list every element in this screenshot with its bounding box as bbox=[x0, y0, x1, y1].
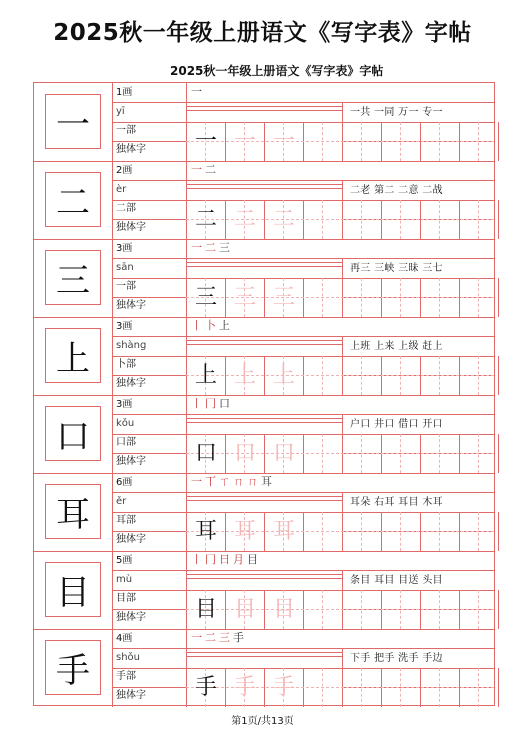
practice-char-trace: 口 bbox=[233, 441, 256, 466]
practice-char-trace: 二 bbox=[233, 207, 256, 232]
practice-char-solid: 一 bbox=[194, 129, 217, 154]
stroke-count: 6画 bbox=[116, 477, 133, 488]
practice-char-solid: 口 bbox=[194, 441, 217, 466]
stroke-order bbox=[191, 317, 233, 335]
stroke-order bbox=[191, 473, 275, 491]
practice-char-trace: 一 bbox=[272, 129, 295, 154]
practice-char-trace: 上 bbox=[233, 363, 256, 388]
practice-char-trace: 耳 bbox=[272, 519, 295, 544]
stroke-step: 冂 bbox=[205, 397, 216, 410]
radical: 一部 bbox=[116, 125, 136, 136]
stroke-step: 二 bbox=[205, 163, 216, 176]
practice-char-trace: 手 bbox=[272, 675, 295, 700]
pinyin: ěr bbox=[116, 496, 127, 507]
structure: 独体字 bbox=[116, 144, 146, 155]
stroke-step: 丨 bbox=[191, 553, 202, 566]
model-character: 手 bbox=[45, 640, 101, 695]
character-block bbox=[34, 317, 494, 395]
practice-char-trace: 二 bbox=[272, 207, 295, 232]
model-character: 三 bbox=[45, 250, 101, 305]
model-character: 一 bbox=[45, 94, 101, 149]
stroke-step: 三 bbox=[219, 631, 230, 644]
model-character: 口 bbox=[45, 406, 101, 461]
stroke-order bbox=[191, 551, 261, 569]
radical: 口部 bbox=[116, 437, 136, 448]
example-words: 条目 耳目 目送 头目 bbox=[350, 575, 443, 586]
stroke-order bbox=[191, 83, 205, 101]
practice-char-solid: 耳 bbox=[194, 519, 217, 544]
structure: 独体字 bbox=[116, 612, 146, 623]
stroke-step: 目 bbox=[247, 553, 258, 566]
character-block bbox=[34, 395, 494, 473]
practice-char-trace: 手 bbox=[233, 675, 256, 700]
stroke-step: ㄇ bbox=[247, 475, 258, 488]
stroke-step: 丨 bbox=[191, 319, 202, 332]
structure: 独体字 bbox=[116, 300, 146, 311]
stroke-count: 2画 bbox=[116, 165, 133, 176]
example-words: 一共 一同 万一 专一 bbox=[350, 107, 443, 118]
practice-char-trace: 上 bbox=[272, 363, 295, 388]
stroke-step: 手 bbox=[233, 631, 244, 644]
practice-char-trace: 口 bbox=[272, 441, 295, 466]
practice-char-trace: 目 bbox=[233, 597, 256, 622]
practice-char-trace: 三 bbox=[272, 285, 295, 310]
pinyin: mù bbox=[116, 574, 133, 585]
pinyin: yī bbox=[116, 106, 125, 117]
stroke-order bbox=[191, 395, 233, 413]
stroke-step: 上 bbox=[219, 319, 230, 332]
stroke-step: 一 bbox=[191, 85, 202, 98]
practice-char-solid: 上 bbox=[194, 363, 217, 388]
radical: 目部 bbox=[116, 593, 136, 604]
radical: 二部 bbox=[116, 203, 136, 214]
character-block bbox=[34, 473, 494, 551]
stroke-count: 4画 bbox=[116, 633, 133, 644]
stroke-step: 二 bbox=[205, 631, 216, 644]
stroke-step: 一 bbox=[191, 631, 202, 644]
practice-char-solid: 三 bbox=[194, 285, 217, 310]
example-words: 二老 第二 二意 二战 bbox=[350, 185, 443, 196]
practice-char-trace: 三 bbox=[233, 285, 256, 310]
radical: 卜部 bbox=[116, 359, 136, 370]
practice-char-trace: 一 bbox=[233, 129, 256, 154]
example-words: 耳朵 右耳 耳目 木耳 bbox=[350, 497, 443, 508]
stroke-order bbox=[191, 239, 233, 257]
structure: 独体字 bbox=[116, 456, 146, 467]
stroke-count: 1画 bbox=[116, 87, 133, 98]
stroke-step: 耳 bbox=[261, 475, 272, 488]
character-block bbox=[34, 629, 494, 707]
practice-char-trace: 耳 bbox=[233, 519, 256, 544]
example-words: 再三 三峡 三昧 三七 bbox=[350, 263, 443, 274]
model-character: 二 bbox=[45, 172, 101, 227]
practice-char-trace: 目 bbox=[272, 597, 295, 622]
stroke-step: 口 bbox=[219, 397, 230, 410]
model-character: 上 bbox=[45, 328, 101, 383]
stroke-count: 3画 bbox=[116, 321, 133, 332]
character-block bbox=[34, 83, 494, 161]
stroke-step: 丅 bbox=[205, 475, 216, 488]
stroke-step: 日 bbox=[219, 553, 230, 566]
practice-sheet bbox=[33, 82, 495, 706]
practice-char-solid: 二 bbox=[194, 207, 217, 232]
example-words: 上班 上来 上级 赶上 bbox=[350, 341, 443, 352]
page-footer: 第1页/共13页 bbox=[231, 716, 294, 727]
stroke-step: 一 bbox=[191, 475, 202, 488]
stroke-step: ㄇ bbox=[233, 475, 244, 488]
stroke-step: 三 bbox=[219, 241, 230, 254]
example-words: 下手 把手 洗手 手边 bbox=[350, 653, 443, 664]
radical: 手部 bbox=[116, 671, 136, 682]
model-character: 耳 bbox=[45, 484, 101, 539]
stroke-step: 一 bbox=[191, 241, 202, 254]
structure: 独体字 bbox=[116, 222, 146, 233]
radical: 耳部 bbox=[116, 515, 136, 526]
stroke-count: 5画 bbox=[116, 555, 133, 566]
stroke-order bbox=[191, 161, 219, 179]
stroke-order bbox=[191, 629, 247, 647]
pinyin: èr bbox=[116, 184, 127, 195]
radical: 一部 bbox=[116, 281, 136, 292]
stroke-step: 冂 bbox=[205, 553, 216, 566]
stroke-step: 丨 bbox=[191, 397, 202, 410]
page-title: 2025秋一年级上册语文《写字表》字帖 bbox=[53, 20, 472, 46]
stroke-step: 二 bbox=[205, 241, 216, 254]
stroke-step: ㄒ bbox=[219, 475, 230, 488]
practice-char-solid: 手 bbox=[194, 675, 217, 700]
model-character: 目 bbox=[45, 562, 101, 617]
structure: 独体字 bbox=[116, 690, 146, 701]
pinyin: kǒu bbox=[116, 418, 135, 429]
stroke-step: 卜 bbox=[205, 319, 216, 332]
practice-char-solid: 目 bbox=[194, 597, 217, 622]
character-block bbox=[34, 239, 494, 317]
stroke-count: 3画 bbox=[116, 399, 133, 410]
stroke-count: 3画 bbox=[116, 243, 133, 254]
pinyin: shàng bbox=[116, 340, 147, 351]
structure: 独体字 bbox=[116, 378, 146, 389]
character-block bbox=[34, 551, 494, 629]
pinyin: sān bbox=[116, 262, 134, 273]
stroke-step: 月 bbox=[233, 553, 244, 566]
character-block bbox=[34, 161, 494, 239]
example-words: 户口 井口 借口 开口 bbox=[350, 419, 443, 430]
pinyin: shǒu bbox=[116, 652, 141, 663]
page-subtitle: 2025秋一年级上册语文《写字表》字帖 bbox=[170, 64, 384, 78]
structure: 独体字 bbox=[116, 534, 146, 545]
stroke-step: 一 bbox=[191, 163, 202, 176]
